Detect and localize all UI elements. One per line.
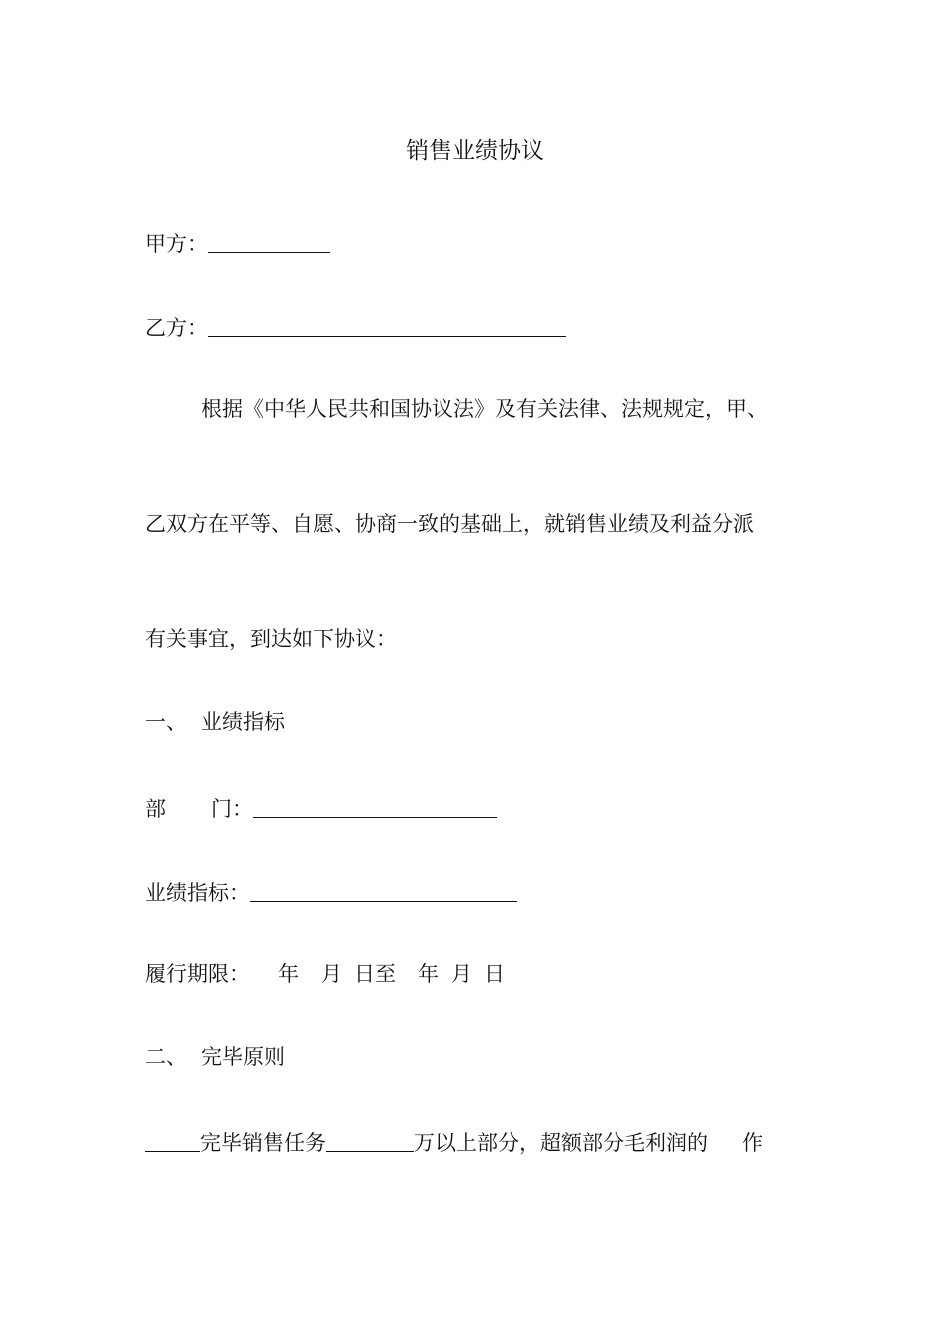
section-2-title: 完毕原则 <box>201 1045 285 1069</box>
term-line <box>145 960 505 988</box>
intro-line-3: 有关事宜，到达如下协议： <box>145 627 397 651</box>
term-month-2: 月 <box>451 962 472 986</box>
term-year-1: 年 <box>278 962 299 986</box>
principle-part-1: 完毕销售任务 <box>200 1131 326 1155</box>
target-label: 业绩指标： <box>145 881 250 905</box>
document-title: 销售业绩协议 <box>406 138 544 164</box>
department-label-char-1: 部 <box>145 797 166 821</box>
department-label-char-2: 门： <box>211 797 253 821</box>
section-1-title: 业绩指标 <box>201 710 285 734</box>
principle-blank-1 <box>145 1129 200 1152</box>
section-2-number: 二、 <box>145 1045 187 1069</box>
principle-line <box>145 1127 763 1157</box>
target-blank <box>250 879 517 902</box>
term-day-2: 日 <box>484 962 505 986</box>
intro-line-2: 乙双方在平等、自愿、协商一致的基础上，就销售业绩及利益分派 <box>145 512 754 536</box>
principle-part-2: 万以上部分，超额部分毛利润的 <box>414 1131 708 1155</box>
department-blank <box>253 795 497 818</box>
party-b-blank <box>208 314 566 337</box>
intro-line-1: 根据《中华人民共和国协议法》及有关法律、法规规定，甲、 <box>201 397 768 421</box>
party-b-line <box>145 312 566 342</box>
party-a-blank <box>208 230 330 253</box>
department-line <box>145 793 497 823</box>
term-year-2: 年 <box>418 962 439 986</box>
term-month-1: 月 <box>321 962 342 986</box>
section-1-heading <box>145 708 285 736</box>
term-day-1-to: 日至 <box>354 962 396 986</box>
section-1-number: 一、 <box>145 710 187 734</box>
party-b-label: 乙方： <box>145 316 208 340</box>
target-line <box>145 877 517 907</box>
principle-part-3: 作 <box>742 1131 763 1155</box>
party-a-label: 甲方： <box>145 232 208 256</box>
party-a-line <box>145 228 330 258</box>
term-label: 履行期限： <box>145 962 250 986</box>
section-2-heading <box>145 1043 285 1071</box>
principle-blank-2 <box>326 1129 414 1152</box>
